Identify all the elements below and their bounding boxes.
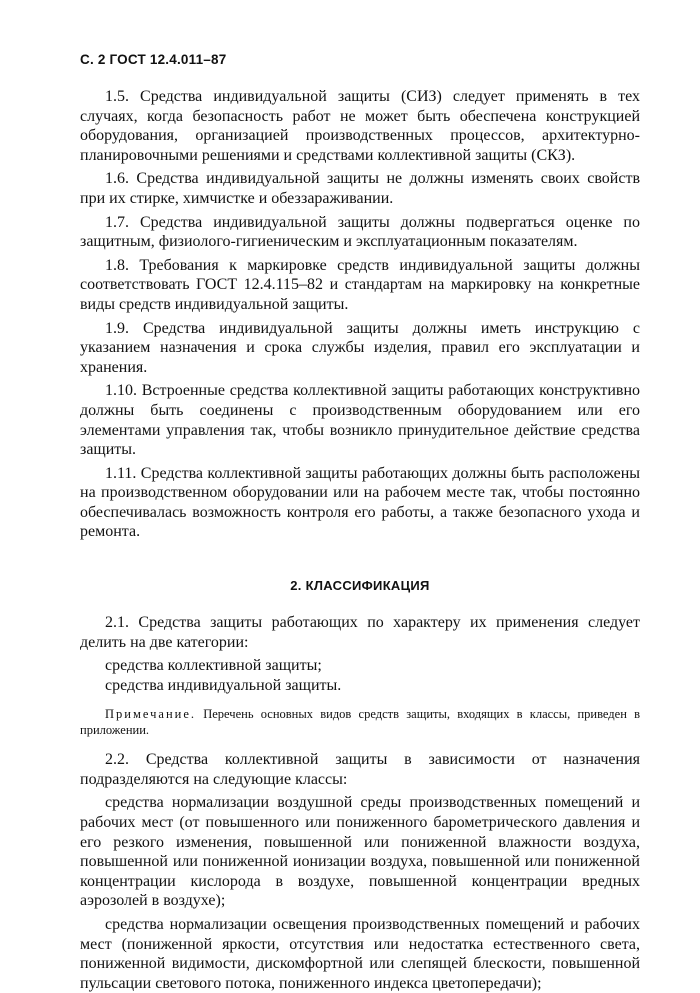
class-item-lighting: средства нормализации освещения производственных помещений и рабочих мест (пониженной яркости, отсутствия или недостатка естественного света, пониженной видимости, дискомфортной или слепящей блескости, повышенной пульсации светового потока, пониженного индекса цветопередачи); [80, 916, 640, 992]
note-label: Примечание. [105, 707, 197, 722]
paragraph-1-6: 1.6. Средства индивидуальной защиты не должны изменять своих свойств при их стирке, химчистке и обеззараживании. [80, 170, 640, 207]
paragraph-2-2: 2.2. Средства коллективной защиты в зависимости от назначения подразделяются на следующие классы: [80, 751, 640, 788]
paragraph-1-5: 1.5. Средства индивидуальной защиты (СИЗ) следует применять в тех случаях, когда безопасность работ не может быть обеспечена конструкцией оборудования, организацией производственных процессов, архитектурно-планировочными решениями и средствами коллективной защиты (СКЗ). [80, 88, 640, 164]
list-item: средства индивидуальной защиты. [105, 677, 342, 695]
note-text: Перечень основных видов средств защиты, входящих в классы, приведен в приложении. [80, 707, 640, 738]
paragraph-1-10: 1.10. Встроенные средства коллективной защиты работающих конструктивно должны быть соединены с производственным оборудованием или его элементами управления так, чтобы возникло принудительное действие средства защиты. [80, 382, 640, 459]
page-header: С. 2 ГОСТ 12.4.011–87 [80, 52, 227, 67]
note [80, 706, 640, 738]
paragraph-1-8: 1.8. Требования к маркировке средств индивидуальной защиты должны соответствовать ГОСТ 12.4.115–82 и стандартам на маркировку на конкретные виды средств индивидуальной защиты. [80, 256, 640, 313]
paragraph-2-1: 2.1. Средства защиты работающих по характеру их применения следует делить на две категории: [80, 614, 640, 651]
class-item-air: средства нормализации воздушной среды производственных помещений и рабочих мест (от повышенного или пониженного барометрического давления и его резкого изменения, повышенной или пониженной влажности воздуха, повышенной или пониженной ионизации воздуха, повышенной или пониженной концентрации кислорода в воздухе, повышенной концентрации вредных аэрозолей в воздухе); [80, 794, 640, 910]
paragraph-1-11: 1.11. Средства коллективной защиты работающих должны быть расположены на производственном оборудовании или на рабочем месте так, чтобы постоянно обеспечивалась возможность контроля его работы, а также безопасного ухода и ремонта. [80, 464, 640, 541]
list-item: средства коллективной защиты; [105, 657, 322, 675]
paragraph-1-9: 1.9. Средства индивидуальной защиты должны иметь инструкцию с указанием назначения и срока службы изделия, правил его эксплуатации и хранения. [80, 319, 640, 376]
paragraph-1-7: 1.7. Средства индивидуальной защиты должны подвергаться оценке по защитным, физиолого-гигиеническим и эксплуатационным показателям. [80, 213, 640, 251]
section-title: 2. КЛАССИФИКАЦИЯ [290, 578, 430, 594]
